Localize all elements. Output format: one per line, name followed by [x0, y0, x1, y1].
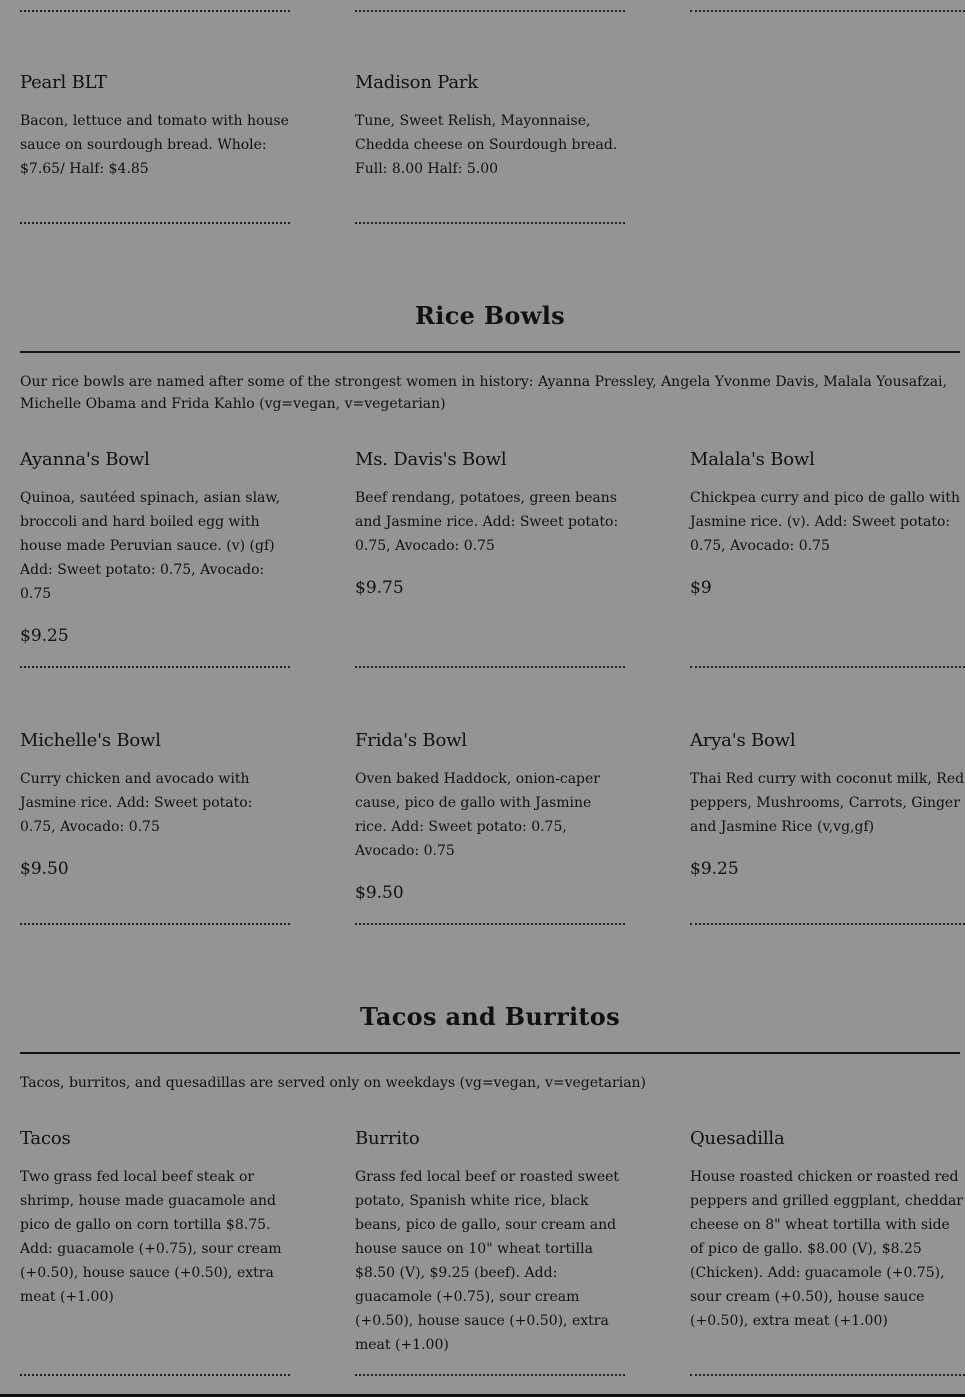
item-price: $9.25: [20, 626, 69, 646]
item-name: Burrito: [355, 1128, 420, 1149]
menu-item-madison-park: [355, 71, 625, 181]
item-divider: [355, 10, 625, 12]
item-description: Chickpea curry and pico de gallo with Jasmine rice. (v). Add: Sweet potato: 0.75, Avocado: 0.75: [690, 490, 961, 554]
item-divider: [20, 923, 290, 925]
menu-item-fridas-bowl: [355, 729, 625, 905]
menu-item-malalas-bowl: [690, 448, 965, 600]
item-price: $9.25: [690, 859, 739, 879]
item-description: Grass fed local beef or roasted sweet potato, Spanish white rice, black beans, pico de gallo, sour cream and house sauce on 10" wheat tortilla $8.50 (V), $9.25 (beef). Add: guacamole (+0.75), sour cream (+0.50), house sauce (+0.50), extra meat (+1.00): [355, 1169, 620, 1353]
item-divider: [690, 666, 965, 668]
item-divider: [20, 666, 290, 668]
item-divider: [20, 1374, 290, 1376]
item-divider: [20, 10, 290, 12]
menu-item-burrito: [355, 1127, 625, 1357]
item-description: Beef rendang, potatoes, green beans and Jasmine rice. Add: Sweet potato: 0.75, Avocado: 0.75: [355, 490, 619, 554]
item-divider: [355, 1374, 625, 1376]
section-rule: [20, 1052, 960, 1054]
item-divider: [690, 10, 965, 12]
item-description: Bacon, lettuce and tomato with house sauce on sourdough bread. Whole: $7.65/ Half: $4.85: [20, 113, 289, 177]
item-description: House roasted chicken or roasted red peppers and grilled eggplant, cheddar cheese on 8" wheat tortilla with side of pico de gallo. $8.00 (V), $8.25 (Chicken). Add: guacamole (+0.75), sour cream (+0.50), house sauce (+0.50), extra meat (+1.00): [690, 1169, 963, 1329]
item-name: Ayanna's Bowl: [20, 449, 150, 470]
section-title-tacos-burritos: Tacos and Burritos: [360, 1002, 620, 1031]
item-description: Oven baked Haddock, onion-caper cause, pico de gallo with Jasmine rice. Add: Sweet potato: 0.75, Avocado: 0.75: [355, 771, 600, 859]
item-name: Ms. Davis's Bowl: [355, 449, 507, 470]
item-divider: [20, 222, 290, 224]
item-name: Arya's Bowl: [690, 730, 796, 751]
item-description: Quinoa, sautéed spinach, asian slaw, broccoli and hard boiled egg with house made Peruvian sauce. (v) (gf) Add: Sweet potato: 0.75, Avocado: 0.75: [20, 490, 281, 602]
item-divider: [355, 923, 625, 925]
item-description: Thai Red curry with coconut milk, Red peppers, Mushrooms, Carrots, Ginger and Jasmine Rice (v,vg,gf): [690, 771, 965, 835]
item-name: Malala's Bowl: [690, 449, 815, 470]
item-divider: [690, 1374, 965, 1376]
item-name: Frida's Bowl: [355, 730, 467, 751]
item-divider: [355, 222, 625, 224]
item-name: Michelle's Bowl: [20, 730, 161, 751]
item-description: Tune, Sweet Relish, Mayonnaise, Chedda cheese on Sourdough bread. Full: 8.00 Half: 5.00: [355, 113, 618, 177]
section-title-rice-bowls: Rice Bowls: [415, 301, 565, 330]
menu-item-quesadilla: [690, 1127, 965, 1333]
item-divider: [355, 666, 625, 668]
menu-item-tacos: [20, 1127, 290, 1309]
item-description: Two grass fed local beef steak or shrimp, house made guacamole and pico de gallo on corn tortilla $8.75. Add: guacamole (+0.75), sour cream (+0.50), house sauce (+0.50), extra meat (+1.00): [20, 1169, 282, 1305]
item-price: $9.50: [20, 859, 69, 879]
section-intro: Tacos, burritos, and quesadillas are served only on weekdays (vg=vegan, v=vegetarian): [20, 1075, 647, 1091]
item-description: Curry chicken and avocado with Jasmine rice. Add: Sweet potato: 0.75, Avocado: 0.75: [20, 771, 253, 835]
item-divider: [690, 923, 965, 925]
item-name: Tacos: [20, 1128, 71, 1149]
menu-item-aryas-bowl: [690, 729, 965, 881]
item-price: $9.75: [355, 578, 404, 598]
item-name: Quesadilla: [690, 1128, 785, 1149]
menu-item-michelles-bowl: [20, 729, 290, 881]
item-name: Madison Park: [355, 72, 478, 93]
menu-item-ayannas-bowl: [20, 448, 290, 648]
menu-item-pearl-blt: [20, 71, 290, 181]
section-rule: [20, 351, 960, 353]
section-intro: Our rice bowls are named after some of the strongest women in history: Ayanna Pressley, Angela Yvonme Davis, Malala Yousafzai, Michelle Obama and Frida Kahlo (vg=vegan, v=vegetarian): [20, 374, 947, 412]
item-price: $9: [690, 578, 712, 598]
item-price: $9.50: [355, 883, 404, 903]
item-name: Pearl BLT: [20, 72, 107, 93]
menu-item-ms-daviss-bowl: [355, 448, 625, 600]
